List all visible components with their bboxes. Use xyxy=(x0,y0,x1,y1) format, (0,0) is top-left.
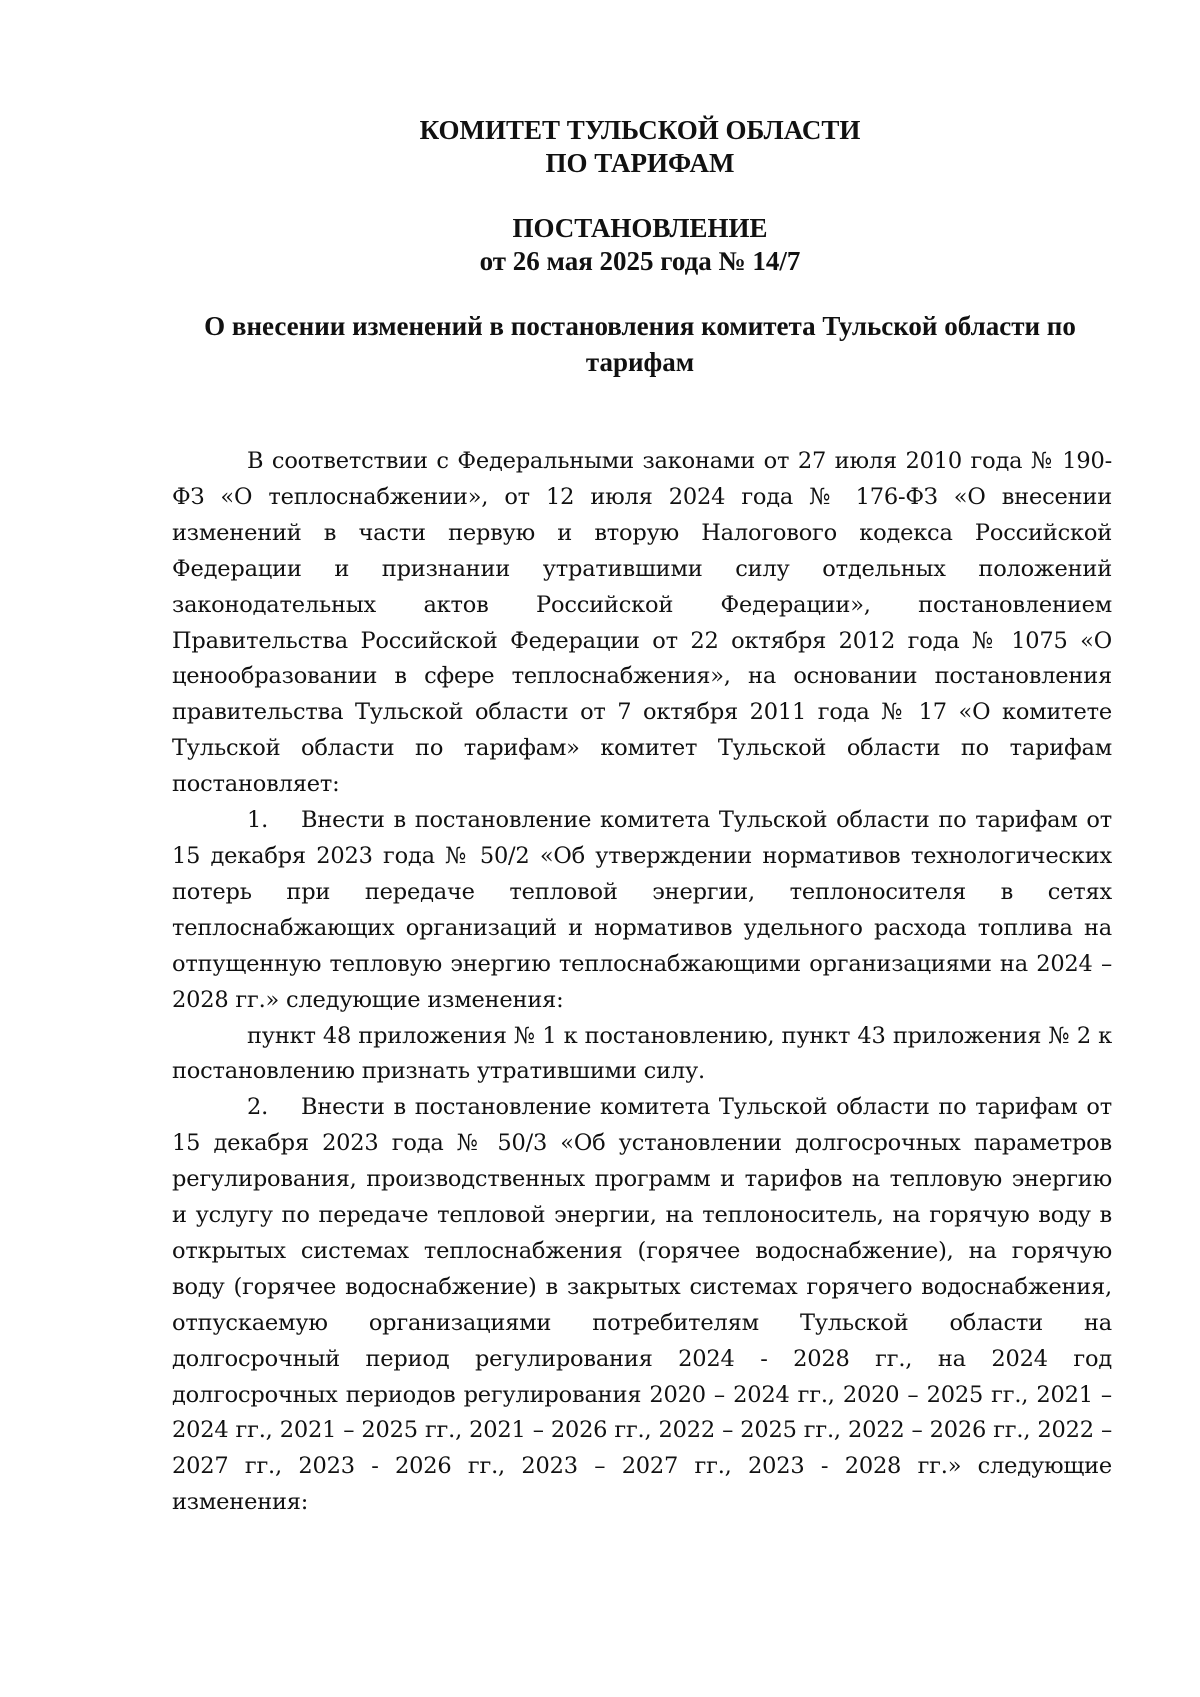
item-1-text: Внести в постановление комитета Тульской области по тарифам от 15 декабря 2023 года № 50/2 «Об утверждении нормативов технологических потерь при передаче тепловой энергии, теплоносителя в сетях теплоснабжающих организаций и нормативов удельного расхода топлива на отпущенную тепловую энергию теплоснабжающими организациями на 2024 – 2028 гг.» следующие изменения: xyxy=(172,807,1112,1013)
committee-name-line2: ПО ТАРИФАМ xyxy=(545,148,735,178)
decree-date-number: от 26 мая 2025 года № 14/7 xyxy=(479,246,801,276)
committee-heading xyxy=(170,114,1110,180)
decree-subject-line2: тарифам xyxy=(585,347,695,377)
decree-heading xyxy=(170,212,1110,278)
decree-type: ПОСТАНОВЛЕНИЕ xyxy=(512,213,768,243)
item-2-text: Внести в постановление комитета Тульской области по тарифам от 15 декабря 2023 года № 50/3 «Об установлении долгосрочных параметров регулирования, производственных программ и тарифов на тепловую энергию и услугу по передаче тепловой энергии, на теплоноситель, на горячую воду в открытых системах теплоснабжения (горячее водоснабжение), на горячую воду (горячее водоснабжение) в закрытых системах горячего водоснабжения, отпускаемую организациями потребителям Тульской области на долгосрочный период регулирования 2024 - 2028 гг., на 2024 год долгосрочных периодов регулирования 2020 – 2024 гг., 2020 – 2025 гг., 2021 – 2024 гг., 2021 – 2025 гг., 2021 – 2026 гг., 2022 – 2025 гг., 2022 – 2026 гг., 2022 – 2027 гг., 2023 - 2026 гг., 2023 – 2027 гг., 2023 - 2028 гг.» следующие изменения: xyxy=(172,1094,1112,1516)
decree-subject xyxy=(170,308,1110,380)
item-1-number: 1. xyxy=(247,807,269,834)
decree-body xyxy=(172,444,1112,1521)
committee-name-line1: КОМИТЕТ ТУЛЬСКОЙ ОБЛАСТИ xyxy=(419,115,861,145)
decree-subject-line1: О внесении изменений в постановления комитета Тульской области по xyxy=(204,311,1076,341)
preamble-paragraph: В соответствии с Федеральными законами от 27 июля 2010 года № 190-ФЗ «О теплоснабжении», от 12 июля 2024 года № 176-ФЗ «О внесении изменений в части первую и вторую Налогового кодекса Российской Федерации и признании утратившими силу отдельных положений законодательных актов Российской Федерации», постановлением Правительства Российской Федерации от 22 октября 2012 года № 1075 «О ценообразовании в сфере теплоснабжения», на основании постановления правительства Тульской области от 7 октября 2011 года № 17 «О комитете Тульской области по тарифам» комитет Тульской области по тарифам постановляет: xyxy=(172,448,1112,798)
item-1-sub-paragraph: пункт 48 приложения № 1 к постановлению, пункт 43 приложения № 2 к постановлению признать утратившими силу. xyxy=(172,1022,1112,1085)
item-2-number: 2. xyxy=(247,1094,269,1121)
item-2-paragraph xyxy=(172,1090,1112,1521)
item-1-paragraph xyxy=(172,803,1112,1018)
